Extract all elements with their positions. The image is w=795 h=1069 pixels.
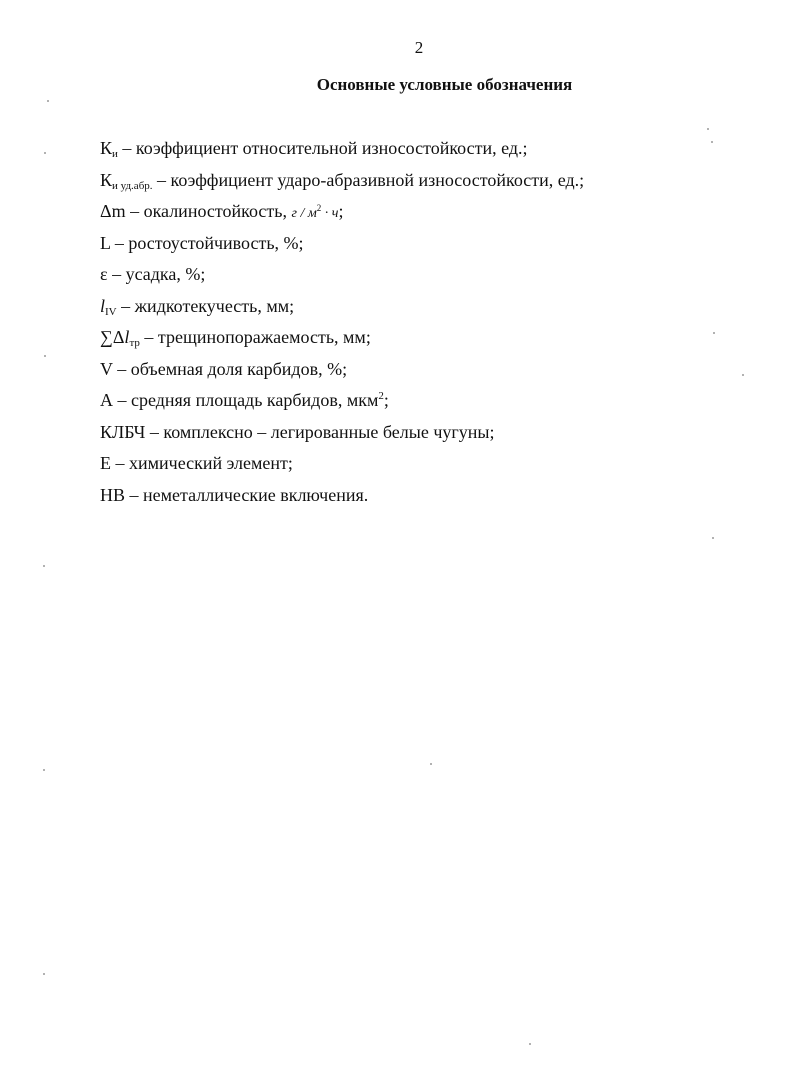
legend-item xyxy=(100,167,760,199)
legend-symbol: А xyxy=(100,390,113,410)
legend-dash: – xyxy=(112,264,122,284)
legend-description: трещинопоражаемость, мм; xyxy=(157,327,371,347)
legend-item xyxy=(100,356,760,388)
legend-description: неметаллические включения. xyxy=(143,484,369,505)
legend-dash: – xyxy=(129,484,139,505)
page-number: 2 xyxy=(414,38,424,57)
legend-tail: ; xyxy=(338,201,344,221)
legend-dash: – xyxy=(122,138,132,158)
scan-speck xyxy=(43,973,45,975)
legend-dash: – xyxy=(149,421,159,442)
scan-speck xyxy=(44,355,46,357)
legend-symbol: L xyxy=(100,232,111,253)
legend-symbol: Е xyxy=(100,453,111,473)
legend-dash: – xyxy=(117,390,127,410)
legend-item xyxy=(100,198,760,230)
legend-item xyxy=(100,261,760,293)
legend-description: объемная доля карбидов, %; xyxy=(130,358,348,379)
legend-description: средняя площадь карбидов, мкм$^2$; xyxy=(131,390,389,410)
legend-item xyxy=(100,293,760,325)
legend-symbol: $К_{и уд.абр.}$ xyxy=(100,169,153,192)
scan-speck xyxy=(43,769,45,771)
legend-description: усадка, %; xyxy=(125,264,206,284)
legend-item xyxy=(100,324,760,356)
scan-speck xyxy=(529,1043,531,1045)
legend-dash: – xyxy=(144,327,154,347)
legend-item xyxy=(100,387,760,419)
legend-symbol: Δm xyxy=(100,201,126,221)
scan-speck xyxy=(430,763,432,765)
scan-speck xyxy=(43,565,45,567)
legend-symbol: $l_{IV}$ xyxy=(100,295,117,318)
scan-speck xyxy=(712,537,714,539)
legend-dash: – xyxy=(130,201,140,221)
legend-item xyxy=(100,135,760,167)
legend-item xyxy=(100,419,760,451)
scan-speck xyxy=(44,152,46,154)
scan-speck xyxy=(713,332,715,334)
legend-symbol: КЛБЧ xyxy=(100,421,146,442)
legend-dash: – xyxy=(114,232,124,253)
legend-symbol: $\sum\Delta l_{тр}$ xyxy=(100,327,140,349)
legend-dash: – xyxy=(121,295,131,316)
scan-speck xyxy=(711,141,713,143)
legend-description: комплексно – легированные белые чугуны; xyxy=(163,421,495,442)
legend-description: окалиностойкость, xyxy=(143,201,287,221)
symbol-legend xyxy=(100,135,760,513)
legend-dash: – xyxy=(157,169,167,190)
legend-dash: – xyxy=(117,358,127,379)
legend-description: коэффициент ударо-абразивной износостойкости, ед.; xyxy=(170,169,585,190)
legend-item xyxy=(100,450,760,482)
legend-dash: – xyxy=(115,453,125,473)
scan-speck xyxy=(47,100,49,102)
scan-speck xyxy=(707,128,709,130)
legend-description: ростоустойчивость, %; xyxy=(128,232,304,253)
legend-description: коэффициент относительной износостойкости, ед.; xyxy=(135,138,528,158)
page-title: Основные условные обозначения xyxy=(316,75,573,94)
legend-description: жидкотекучесть, мм; xyxy=(134,295,295,316)
legend-symbol: $К_и$ xyxy=(100,138,118,160)
legend-item xyxy=(100,230,760,262)
scan-speck xyxy=(742,374,744,376)
legend-symbol: НВ xyxy=(100,484,126,505)
legend-symbol: V xyxy=(100,358,113,379)
legend-description: химический элемент; xyxy=(129,453,293,473)
legend-unit: $г / м^2 \cdot ч$ xyxy=(291,203,339,221)
legend-symbol: ε xyxy=(100,264,108,284)
legend-item xyxy=(100,482,760,514)
